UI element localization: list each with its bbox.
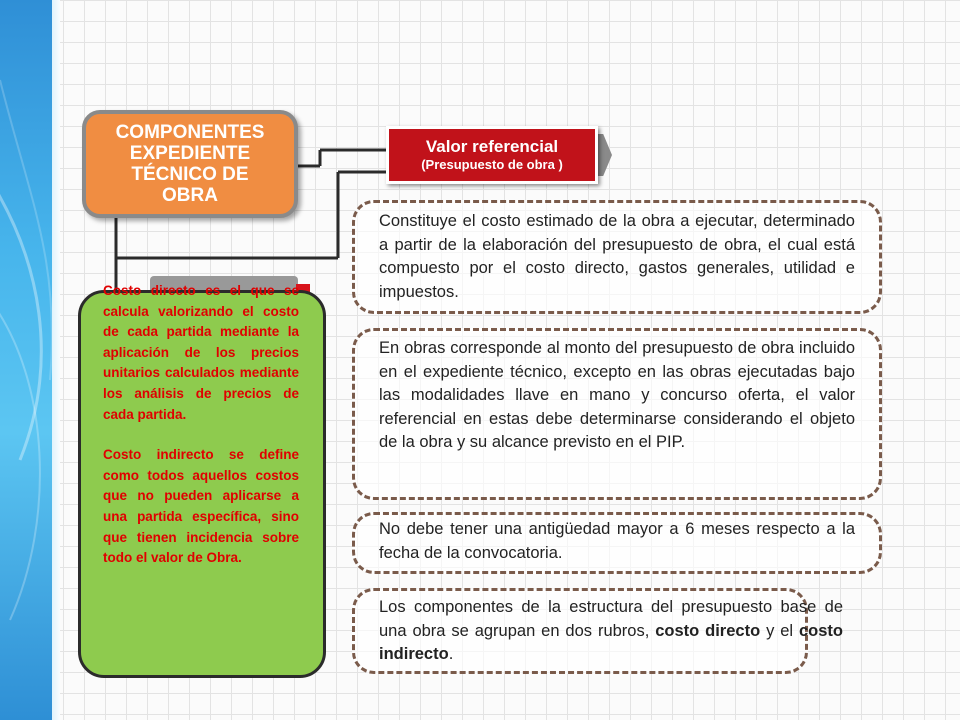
age-requirement-box [352, 512, 882, 574]
cost-definitions-box [78, 283, 326, 678]
tag-subtitle: (Presupuesto de obra ) [421, 157, 563, 172]
scope-box [352, 328, 882, 500]
budget-structure-text [379, 596, 843, 667]
tag-title: Valor referencial [425, 137, 559, 156]
scope-text: En obras corresponde al monto del presupuesto de obra incluido en el expediente técnico, excepto en las obras ejecutadas bajo las modalidades llave en mano y concurso oferta, el valor referencial en estas debe determinarse considerando el objeto de la obra y su alcance previsto en el PIP. [379, 339, 855, 451]
budget-structure-box [352, 588, 843, 674]
budget-structure-part1: Los componentes de la estructura del presupuesto base de una obra se agrupan en dos rubros, [379, 598, 843, 640]
indirect-cost-paragraph: Costo indirecto se define como todos aquellos costos que no pueden aplicarse a una partida específica, sino que tienen incidencia sobre todo el valor de Obra. [103, 447, 299, 566]
age-requirement-text: No debe tener una antigüedad mayor a 6 meses respecto a la fecha de la convocatoria. [379, 520, 855, 562]
components-title-box: COMPONENTES EXPEDIENTE TÉCNICO DE OBRA [82, 110, 298, 218]
budget-structure-bold-direct: costo directo [655, 621, 761, 640]
definition-text: Constituye el costo estimado de la obra a ejecutar, determinado a partir de la elaboración del presupuesto de obra, el cual está compuesto por el costo directo, gastos generales, utilidad e impuestos. [379, 212, 855, 301]
valor-referencial-tag [386, 126, 598, 184]
definition-box [352, 200, 882, 314]
budget-structure-part3: . [448, 645, 454, 663]
budget-structure-bold-indirect: costo indirecto [379, 621, 843, 663]
direct-cost-paragraph: Costo directo es el que se calcula valorizando el costo de cada partida mediante la aplicación de los precios unitarios calculados mediante los análisis de precios de cada partida. [103, 283, 299, 422]
budget-structure-part2: y el [760, 621, 799, 640]
